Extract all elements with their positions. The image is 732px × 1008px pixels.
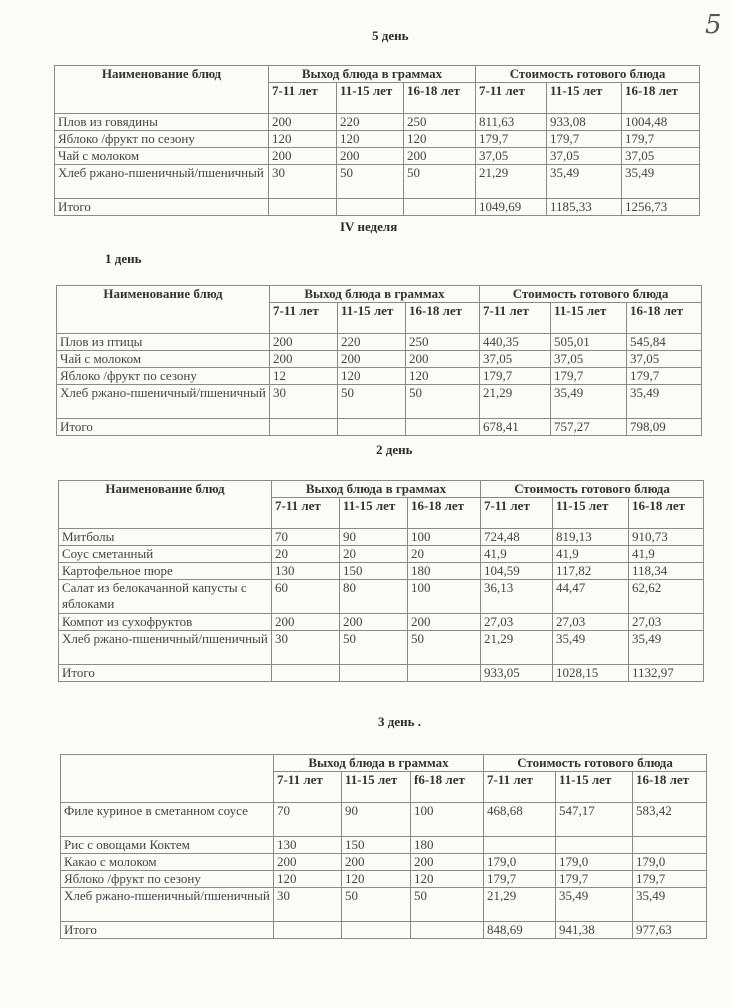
dish-name: Какао с молоком (61, 854, 274, 871)
col-header-yield-16-18: 16-18 лет (404, 83, 476, 114)
yield-7-11 (274, 922, 342, 939)
yield-16-18 (408, 665, 481, 682)
dish-row (55, 131, 700, 148)
dish-name: Плов из говядины (55, 114, 269, 131)
yield-7-11 (269, 199, 337, 216)
col-header-cost-11-15: 11-15 лет (551, 303, 627, 334)
cost-11-15: 941,38 (556, 922, 633, 939)
yield-7-11: 130 (272, 563, 340, 580)
cost-16-18: 910,73 (629, 529, 704, 546)
yield-11-15: 120 (342, 871, 411, 888)
yield-11-15: 200 (342, 854, 411, 871)
yield-11-15: 50 (337, 165, 404, 199)
week-heading: IV неделя (340, 219, 398, 234)
yield-7-11: 200 (270, 334, 338, 351)
cost-7-11: 848,69 (484, 922, 556, 939)
cost-11-15: 37,05 (547, 148, 622, 165)
cost-16-18: 27,03 (629, 614, 704, 631)
col-header-cost-7-11: 7-11 лет (484, 772, 556, 803)
col-header-yield: Выход блюда в граммах (274, 755, 484, 772)
dish-name: Картофельное пюре (59, 563, 272, 580)
total-row (61, 922, 707, 939)
yield-7-11: 130 (274, 837, 342, 854)
cost-7-11: 179,7 (476, 131, 547, 148)
col-header-name: Наименование блюд (59, 481, 272, 529)
yield-16-18: 200 (411, 854, 484, 871)
col-header-name: Наименование блюд (55, 66, 269, 114)
yield-11-15: 220 (338, 334, 406, 351)
yield-7-11: 70 (274, 803, 342, 837)
col-header-name-empty (61, 755, 274, 803)
cost-11-15: 179,0 (556, 854, 633, 871)
col-header-yield-16-18: 16-18 лет (408, 498, 481, 529)
total-label: Итого (55, 199, 269, 216)
cost-7-11: 21,29 (480, 385, 551, 419)
cost-7-11: 21,29 (481, 631, 553, 665)
dish-row (59, 529, 704, 546)
col-header-yield-11-15: 11-15 лет (342, 772, 411, 803)
yield-11-15: 90 (342, 803, 411, 837)
yield-11-15: 220 (337, 114, 404, 131)
yield-11-15: 150 (340, 563, 408, 580)
dish-row (57, 385, 702, 419)
yield-11-15: 150 (342, 837, 411, 854)
cost-11-15: 35,49 (551, 385, 627, 419)
cost-7-11: 468,68 (484, 803, 556, 837)
cost-16-18: 35,49 (622, 165, 700, 199)
yield-7-11: 12 (270, 368, 338, 385)
cost-11-15 (556, 837, 633, 854)
yield-7-11: 30 (270, 385, 338, 419)
total-label: Итого (61, 922, 274, 939)
yield-11-15: 120 (337, 131, 404, 148)
col-header-cost-7-11: 7-11 лет (480, 303, 551, 334)
dish-row (59, 563, 704, 580)
cost-16-18: 35,49 (629, 631, 704, 665)
cost-11-15: 37,05 (551, 351, 627, 368)
cost-16-18: 977,63 (633, 922, 707, 939)
col-header-yield: Выход блюда в граммах (272, 481, 481, 498)
yield-16-18: 50 (411, 888, 484, 922)
total-row (57, 419, 702, 436)
cost-16-18: 62,62 (629, 580, 704, 614)
dish-name: Хлеб ржано-пшеничный/пшеничный (55, 165, 269, 199)
yield-16-18: 50 (406, 385, 480, 419)
dish-row (57, 368, 702, 385)
dish-name: Митболы (59, 529, 272, 546)
cost-11-15: 44,47 (553, 580, 629, 614)
cost-16-18: 1004,48 (622, 114, 700, 131)
cost-7-11 (484, 837, 556, 854)
cost-7-11: 21,29 (484, 888, 556, 922)
cost-16-18: 41,9 (629, 546, 704, 563)
yield-16-18: 120 (404, 131, 476, 148)
dish-row (57, 334, 702, 351)
col-header-cost-16-18: 16-18 лет (629, 498, 704, 529)
col-header-cost: Стоимость готового блюда (481, 481, 704, 498)
cost-7-11: 724,48 (481, 529, 553, 546)
cost-11-15: 1028,15 (553, 665, 629, 682)
yield-7-11: 30 (272, 631, 340, 665)
total-row (55, 199, 700, 216)
yield-16-18: 100 (411, 803, 484, 837)
menu-table-day-3 (60, 754, 707, 939)
col-header-cost-7-11: 7-11 лет (476, 83, 547, 114)
section-heading-day-5: 5 день (372, 28, 409, 43)
yield-11-15: 50 (342, 888, 411, 922)
col-header-yield-11-15: 11-15 лет (340, 498, 408, 529)
cost-16-18: 798,09 (627, 419, 702, 436)
section-heading-week4-day-1: 1 день (105, 251, 142, 266)
total-label: Итого (59, 665, 272, 682)
yield-7-11 (272, 665, 340, 682)
col-header-cost-11-15: 11-15 лет (547, 83, 622, 114)
yield-16-18: 120 (406, 368, 480, 385)
cost-11-15: 757,27 (551, 419, 627, 436)
yield-11-15 (337, 199, 404, 216)
cost-11-15: 179,7 (556, 871, 633, 888)
menu-table-day-5 (54, 65, 700, 216)
yield-16-18: 120 (411, 871, 484, 888)
section-heading-day-2: 2 день (376, 442, 413, 457)
col-header-cost-11-15: 11-15 лет (556, 772, 633, 803)
yield-7-11: 200 (270, 351, 338, 368)
dish-row (61, 803, 707, 837)
cost-7-11: 41,9 (481, 546, 553, 563)
cost-7-11: 1049,69 (476, 199, 547, 216)
yield-11-15 (338, 419, 406, 436)
cost-16-18: 1132,97 (629, 665, 704, 682)
yield-16-18: 250 (404, 114, 476, 131)
cost-7-11: 36,13 (481, 580, 553, 614)
col-header-cost: Стоимость готового блюда (476, 66, 700, 83)
yield-11-15: 120 (338, 368, 406, 385)
cost-16-18: 179,7 (622, 131, 700, 148)
cost-16-18: 545,84 (627, 334, 702, 351)
dish-name: Соус сметанный (59, 546, 272, 563)
dish-name: Яблоко /фрукт по сезону (55, 131, 269, 148)
dish-name: Рис с овощами Коктем (61, 837, 274, 854)
col-header-cost-7-11: 7-11 лет (481, 498, 553, 529)
cost-11-15: 27,03 (553, 614, 629, 631)
cost-7-11: 440,35 (480, 334, 551, 351)
yield-16-18: 200 (406, 351, 480, 368)
yield-16-18: 180 (411, 837, 484, 854)
cost-11-15: 35,49 (553, 631, 629, 665)
cost-11-15: 1185,33 (547, 199, 622, 216)
yield-11-15: 50 (340, 631, 408, 665)
yield-16-18: 100 (408, 580, 481, 614)
section-heading-day-3: 3 день . (378, 714, 421, 729)
dish-row (55, 114, 700, 131)
cost-16-18: 118,34 (629, 563, 704, 580)
dish-row (55, 165, 700, 199)
cost-16-18: 179,0 (633, 854, 707, 871)
yield-16-18: 100 (408, 529, 481, 546)
cost-7-11: 21,29 (476, 165, 547, 199)
yield-11-15 (340, 665, 408, 682)
cost-7-11: 37,05 (476, 148, 547, 165)
col-header-yield-16-18: 16-18 лет (406, 303, 480, 334)
cost-11-15: 41,9 (553, 546, 629, 563)
dish-row (59, 614, 704, 631)
menu-table-day-2 (58, 480, 704, 682)
cost-11-15: 547,17 (556, 803, 633, 837)
yield-11-15: 80 (340, 580, 408, 614)
yield-11-15: 20 (340, 546, 408, 563)
yield-7-11: 120 (274, 871, 342, 888)
cost-11-15: 933,08 (547, 114, 622, 131)
yield-16-18: 200 (404, 148, 476, 165)
col-header-cost: Стоимость готового блюда (484, 755, 707, 772)
yield-16-18 (404, 199, 476, 216)
col-header-cost-16-18: 16-18 лет (627, 303, 702, 334)
cost-16-18: 37,05 (622, 148, 700, 165)
yield-7-11: 20 (272, 546, 340, 563)
dish-name: Плов из птицы (57, 334, 270, 351)
col-header-yield-11-15: 11-15 лет (337, 83, 404, 114)
cost-16-18: 583,42 (633, 803, 707, 837)
cost-7-11: 104,59 (481, 563, 553, 580)
cost-16-18: 35,49 (627, 385, 702, 419)
dish-name: Филе куриное в сметанном соусе (61, 803, 274, 837)
yield-11-15 (342, 922, 411, 939)
yield-7-11: 200 (269, 148, 337, 165)
yield-11-15: 50 (338, 385, 406, 419)
dish-row (59, 580, 704, 614)
cost-7-11: 811,63 (476, 114, 547, 131)
col-header-yield-11-15: 11-15 лет (338, 303, 406, 334)
dish-row (59, 546, 704, 563)
dish-name: Чай с молоком (55, 148, 269, 165)
cost-16-18: 37,05 (627, 351, 702, 368)
dish-name: Хлеб ржано-пшеничный/пшеничный (61, 888, 274, 922)
dish-row (61, 871, 707, 888)
col-header-yield-7-11: 7-11 лет (274, 772, 342, 803)
yield-7-11: 200 (269, 114, 337, 131)
cost-16-18: 179,7 (633, 871, 707, 888)
handwritten-page-number: 5 (705, 10, 722, 40)
dish-name: Компот из сухофруктов (59, 614, 272, 631)
cost-7-11: 179,7 (484, 871, 556, 888)
total-label: Итого (57, 419, 270, 436)
yield-7-11: 30 (274, 888, 342, 922)
cost-11-15: 117,82 (553, 563, 629, 580)
yield-7-11: 60 (272, 580, 340, 614)
yield-7-11 (270, 419, 338, 436)
yield-11-15: 90 (340, 529, 408, 546)
cost-16-18: 1256,73 (622, 199, 700, 216)
dish-name: Салат из белокачанной капусты с яблоками (59, 580, 272, 614)
yield-7-11: 120 (269, 131, 337, 148)
col-header-name: Наименование блюд (57, 286, 270, 334)
dish-row (55, 148, 700, 165)
yield-16-18: 250 (406, 334, 480, 351)
cost-7-11: 179,0 (484, 854, 556, 871)
yield-7-11: 30 (269, 165, 337, 199)
col-header-yield-7-11: 7-11 лет (272, 498, 340, 529)
dish-name: Чай с молоком (57, 351, 270, 368)
yield-7-11: 70 (272, 529, 340, 546)
cost-7-11: 933,05 (481, 665, 553, 682)
yield-16-18: 180 (408, 563, 481, 580)
cost-11-15: 179,7 (551, 368, 627, 385)
cost-11-15: 179,7 (547, 131, 622, 148)
cost-7-11: 37,05 (480, 351, 551, 368)
cost-16-18 (633, 837, 707, 854)
col-header-cost-16-18: 16-18 лет (633, 772, 707, 803)
col-header-cost: Стоимость готового блюда (480, 286, 702, 303)
col-header-yield: Выход блюда в граммах (270, 286, 480, 303)
yield-11-15: 200 (337, 148, 404, 165)
cost-16-18: 179,7 (627, 368, 702, 385)
col-header-cost-11-15: 11-15 лет (553, 498, 629, 529)
yield-16-18: 20 (408, 546, 481, 563)
col-header-yield-7-11: 7-11 лет (270, 303, 338, 334)
yield-16-18 (406, 419, 480, 436)
col-header-yield-7-11: 7-11 лет (269, 83, 337, 114)
yield-16-18 (411, 922, 484, 939)
cost-16-18: 35,49 (633, 888, 707, 922)
yield-7-11: 200 (274, 854, 342, 871)
dish-name: Хлеб ржано-пшеничный/пшеничный (59, 631, 272, 665)
dish-name: Яблоко /фрукт по сезону (57, 368, 270, 385)
dish-row (57, 351, 702, 368)
dish-row (61, 837, 707, 854)
dish-row (61, 888, 707, 922)
col-header-yield: Выход блюда в граммах (269, 66, 476, 83)
col-header-cost-16-18: 16-18 лет (622, 83, 700, 114)
col-header-yield-16-18: f6-18 лет (411, 772, 484, 803)
cost-11-15: 505,01 (551, 334, 627, 351)
yield-7-11: 200 (272, 614, 340, 631)
yield-11-15: 200 (340, 614, 408, 631)
cost-11-15: 35,49 (556, 888, 633, 922)
menu-table-week4-day-1 (56, 285, 702, 436)
dish-name: Яблоко /фрукт по сезону (61, 871, 274, 888)
yield-16-18: 50 (408, 631, 481, 665)
cost-11-15: 819,13 (553, 529, 629, 546)
cost-11-15: 35,49 (547, 165, 622, 199)
cost-7-11: 678,41 (480, 419, 551, 436)
total-row (59, 665, 704, 682)
yield-16-18: 50 (404, 165, 476, 199)
yield-16-18: 200 (408, 614, 481, 631)
dish-row (61, 854, 707, 871)
dish-name: Хлеб ржано-пшеничный/пшеничный (57, 385, 270, 419)
cost-7-11: 27,03 (481, 614, 553, 631)
cost-7-11: 179,7 (480, 368, 551, 385)
yield-11-15: 200 (338, 351, 406, 368)
dish-row (59, 631, 704, 665)
